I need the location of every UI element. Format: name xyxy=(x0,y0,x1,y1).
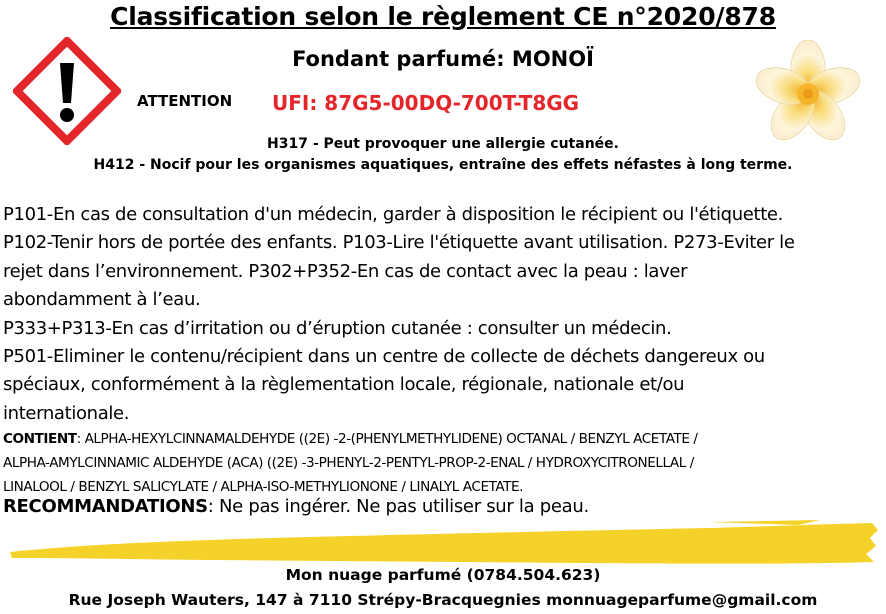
signal-word: ATTENTION xyxy=(137,92,233,110)
precaution-line: P101-En cas de consultation d'un médecin, garder à disposition le récipient ou l'étiquette. xyxy=(3,204,784,225)
contains-line xyxy=(3,427,883,451)
product-name: Fondant parfumé: MONOÏ xyxy=(292,47,594,71)
precaution-line: internationale. xyxy=(3,402,130,424)
brush-stroke-divider xyxy=(8,518,880,568)
precautionary-statements xyxy=(3,201,883,428)
footer-address: Rue Joseph Wauters, 147 à 7110 Strépy-Bracquegnies monnuageparfume@gmail.com xyxy=(68,591,818,609)
precaution-line: P102-Tenir hors de portée des enfants. P103-Lire l'étiquette avant utilisation. P273-Eviter le xyxy=(3,232,795,254)
precaution-line: abondamment à l’eau. xyxy=(3,289,201,311)
hazard-statement-h317: H317 - Peut provoquer une allergie cutanée. xyxy=(267,136,619,152)
page-title: Classification selon le règlement CE n°2020/878 xyxy=(110,2,776,31)
recommendations-label: RECOMMANDATIONS xyxy=(3,496,208,517)
contains-label: CONTIENT xyxy=(3,431,77,447)
contains-ingredients xyxy=(3,427,883,499)
precaution-line: rejet dans l’environnement. P302+P352-En cas de contact avec la peau : laver xyxy=(3,260,688,282)
precaution-line: P501-Eliminer le contenu/récipient dans un centre de collecte de déchets dangereux ou xyxy=(3,346,765,368)
footer-company: Mon nuage parfumé (0784.504.623) xyxy=(285,566,601,584)
frangipani-flower-icon xyxy=(752,36,864,148)
ufi-code: UFI: 87G5-00DQ-700T-T8GG xyxy=(272,91,580,115)
hazard-statement-h412: H412 - Nocif pour les organismes aquatiques, entraîne des effets néfastes à long terme. xyxy=(93,157,793,173)
recommendations xyxy=(3,496,589,517)
precaution-line: spéciaux, conformément à la règlementation locale, régionale, nationale et/ou xyxy=(3,374,685,396)
contains-text: : ALPHA-HEXYLCINNAMALDEHYDE ((2E) -2-(PHENYLMETHYLIDENE) OCTANAL / BENZYL ACETATE / xyxy=(76,431,698,447)
contains-line: LINALOOL / BENZYL SALICYLATE / ALPHA-ISO-METHYLIONONE / LINALYL ACETATE. xyxy=(3,479,524,495)
recommendations-text: : Ne pas ingérer. Ne pas utiliser sur la peau. xyxy=(207,496,589,517)
contains-line: ALPHA-AMYLCINNAMIC ALDEHYDE (ACA) ((2E) -3-PHENYL-2-PENTYL-PROP-2-ENAL / HYDROXYCITRONELLAL / xyxy=(3,455,694,471)
precaution-line: P333+P313-En cas d’irritation ou d’éruption cutanée : consulter un médecin. xyxy=(3,317,672,339)
